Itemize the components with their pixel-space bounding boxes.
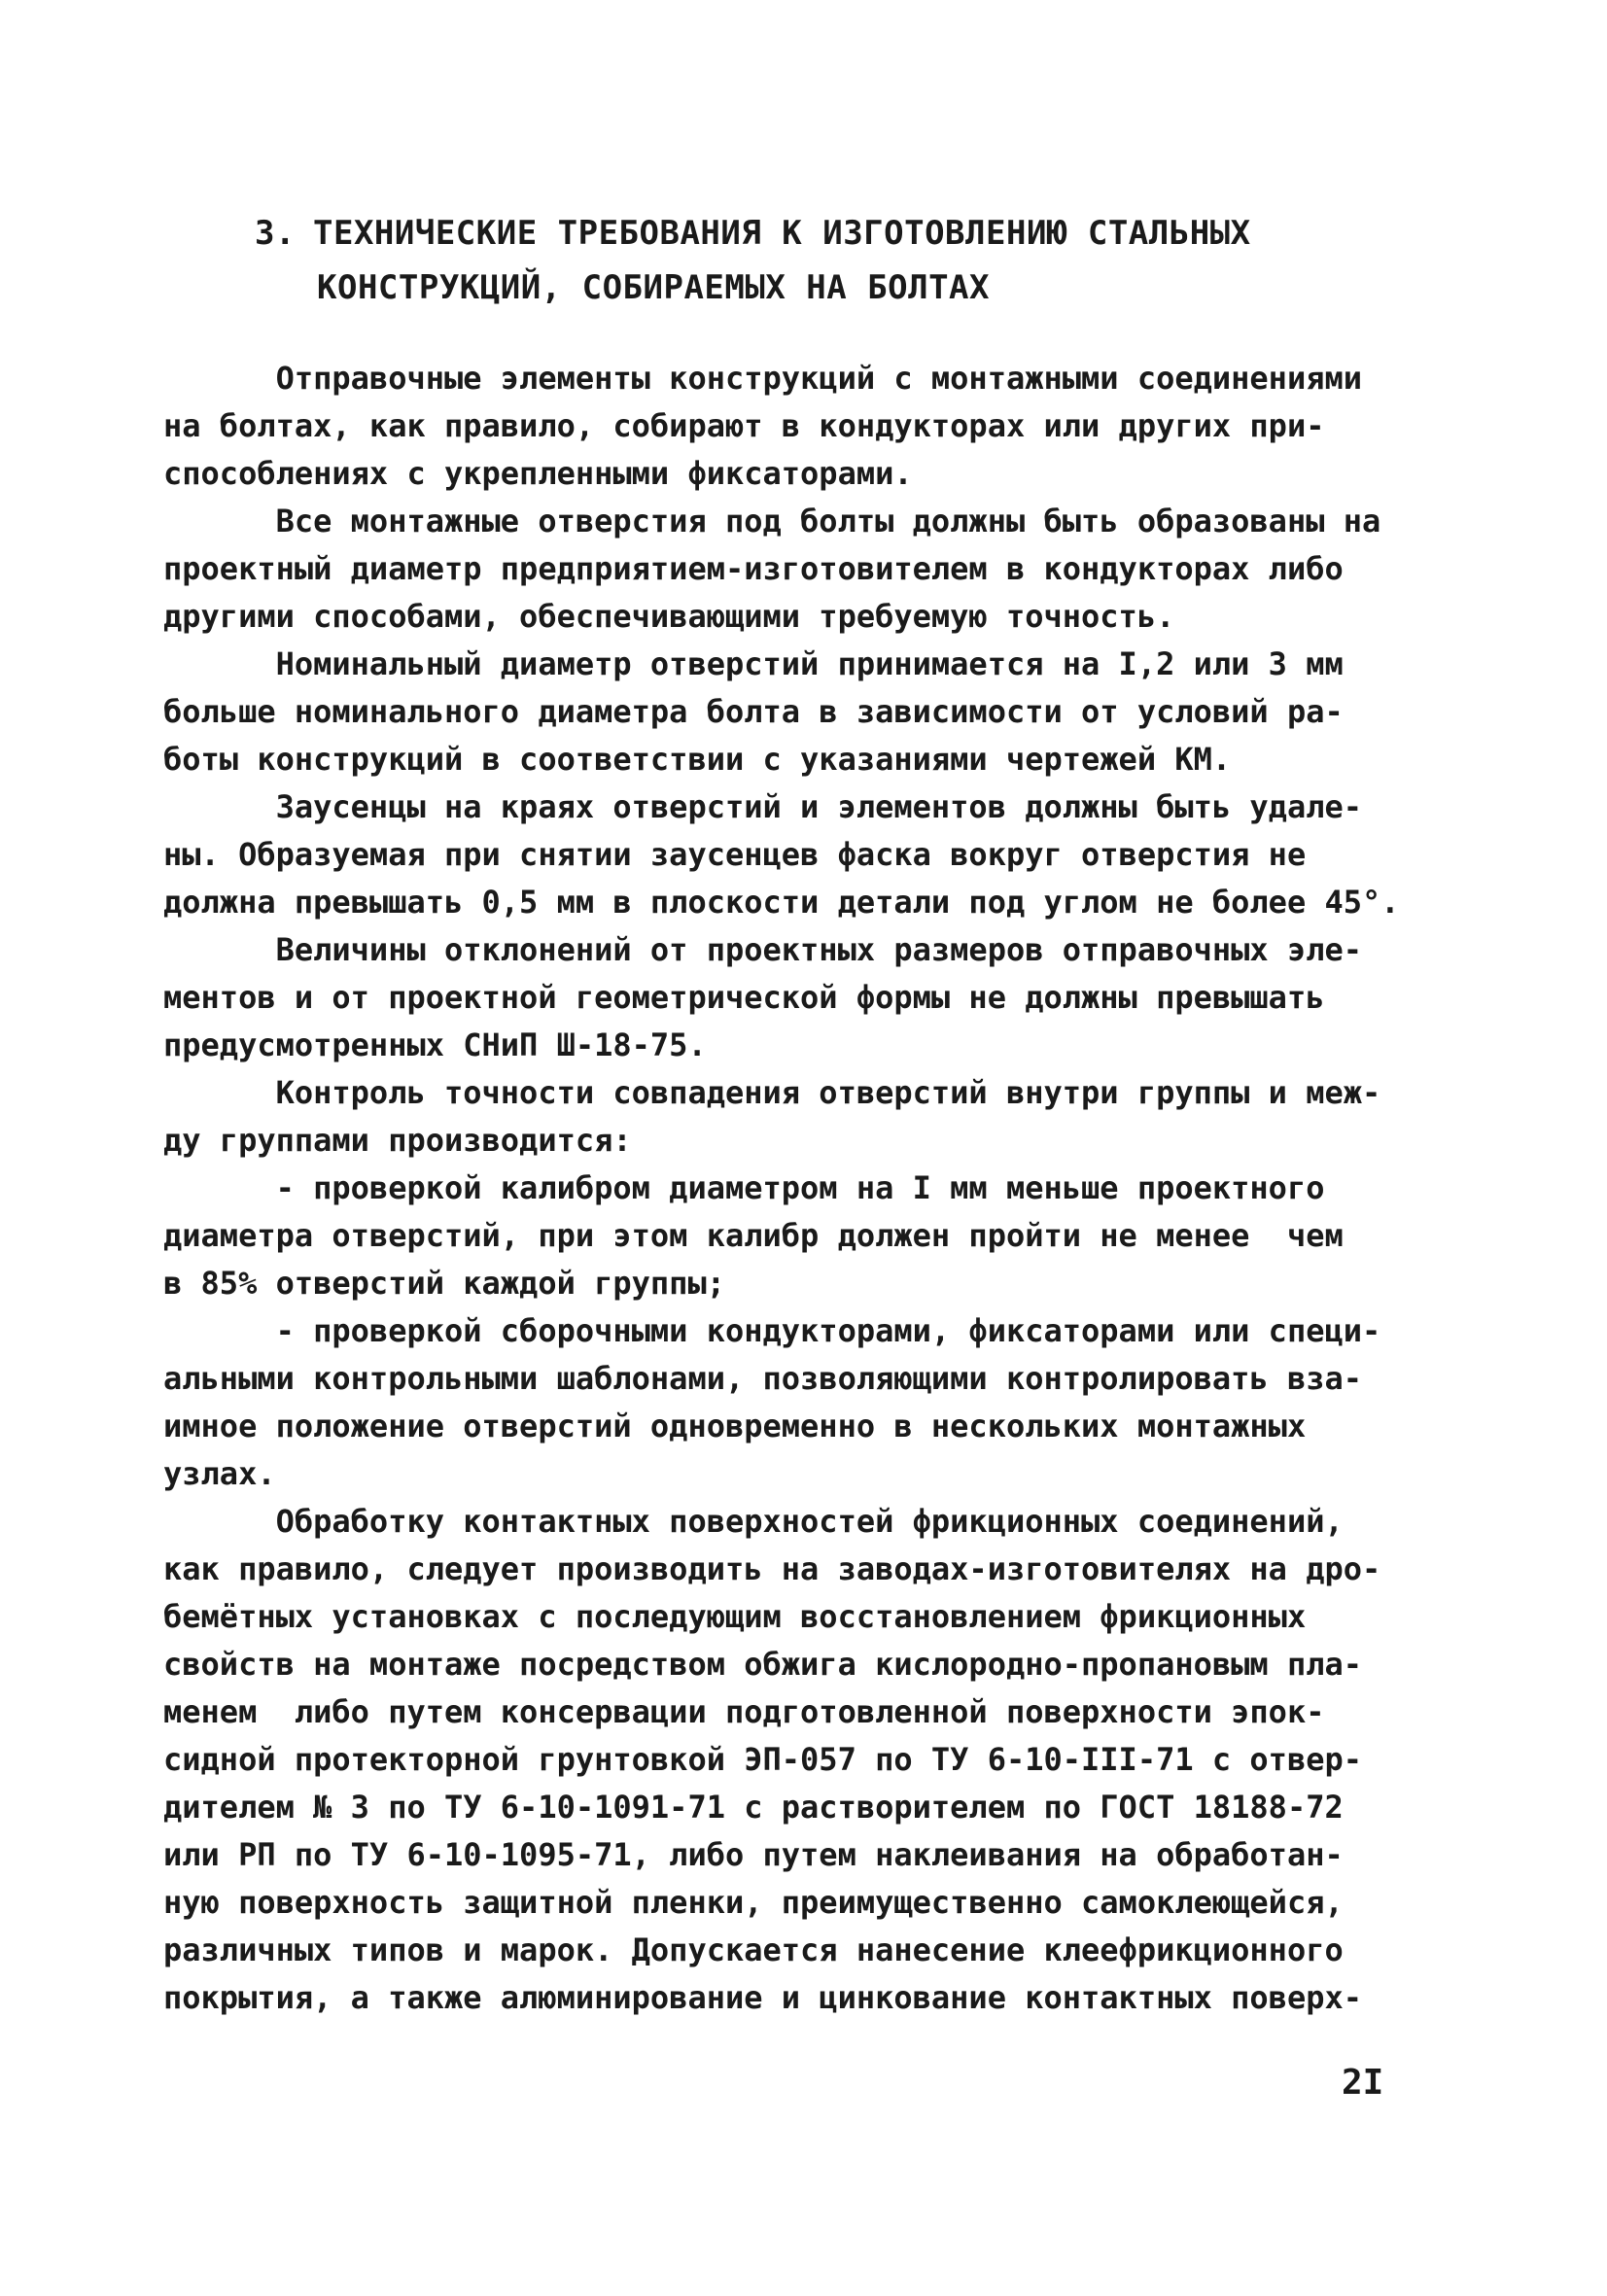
text-line: - проверкой калибром диаметром на I мм меньше проектного <box>163 1169 1325 1206</box>
text-line: свойств на монтаже посредством обжига кислородно-пропановым пла- <box>163 1646 1362 1683</box>
text-line: Отправочные элементы конструкций с монтажными соединениями <box>163 360 1362 397</box>
text-line: предусмотренных СНиП Ш-18-75. <box>163 1026 707 1063</box>
text-line: диаметра отверстий, при этом калибр должен пройти не менее чем <box>163 1217 1344 1254</box>
text-line: имное положение отверстий одновременно в нескольких монтажных <box>163 1408 1307 1444</box>
text-line: Величины отклонений от проектных размеров отправочных эле- <box>163 931 1362 968</box>
section-number: 3. <box>255 214 296 253</box>
text-line: ду группами производится: <box>163 1122 632 1159</box>
text-line: ментов и от проектной геометрической формы не должны превышать <box>163 979 1325 1016</box>
text-line: Номинальный диаметр отверстий принимается на I,2 или 3 мм <box>163 645 1344 682</box>
text-line: ны. Образуемая при снятии заусенцев фаска вокруг отверстия не <box>163 836 1307 873</box>
text-line: бемётных установках с последующим восстановлением фрикционных <box>163 1598 1307 1635</box>
page-number: 2I <box>1342 2063 1384 2103</box>
section-title-part-1: ТЕХНИЧЕСКИЕ ТРЕБОВАНИЯ К ИЗГОТОВЛЕНИЮ СТАЛЬНЫХ <box>313 214 1251 253</box>
text-line: боты конструкций в соответствии с указаниями чертежей КМ. <box>163 741 1232 778</box>
text-line: - проверкой сборочными кондукторами, фиксаторами или специ- <box>163 1312 1381 1349</box>
text-line: или РП по ТУ 6-10-1095-71, либо путем наклеивания на обработан- <box>163 1836 1344 1873</box>
text-line: на болтах, как правило, собирают в кондукторах или других при- <box>163 407 1325 444</box>
text-line: Все монтажные отверстия под болты должны быть образованы на <box>163 503 1381 539</box>
text-line: Заусенцы на краях отверстий и элементов должны быть удале- <box>163 788 1362 825</box>
text-line: покрытия, а также алюминирование и цинкование контактных поверх- <box>163 1979 1362 2016</box>
text-line: как правило, следует производить на заводах-изготовителях на дро- <box>163 1550 1381 1587</box>
text-line: больше номинального диаметра болта в зависимости от условий ра- <box>163 693 1344 730</box>
section-heading-line-1 <box>255 206 1251 261</box>
text-line: проектный диаметр предприятием-изготовителем в кондукторах либо <box>163 550 1344 587</box>
text-line: узлах. <box>163 1455 276 1492</box>
text-line: в 85% отверстий каждой группы; <box>163 1265 725 1302</box>
text-line: менем либо путем консервации подготовленной поверхности эпок- <box>163 1693 1325 1730</box>
text-line: альными контрольными шаблонами, позволяющими контролировать вза- <box>163 1360 1362 1397</box>
text-line: Контроль точности совпадения отверстий внутри группы и меж- <box>163 1074 1381 1111</box>
body-text <box>163 355 1447 2022</box>
text-line: другими способами, обеспечивающими требуемую точность. <box>163 598 1175 635</box>
section-heading <box>255 206 1251 315</box>
text-line: сидной протекторной грунтовкой ЭП-057 по ТУ 6-10-III-71 с отвер- <box>163 1741 1362 1778</box>
text-line: различных типов и марок. Допускается нанесение клеефрикционного <box>163 1931 1344 1968</box>
text-line: способлениях с укрепленными фиксаторами. <box>163 455 913 492</box>
text-line: должна превышать 0,5 мм в плоскости детали под углом не более 45°. <box>163 884 1400 921</box>
text-line: дителем № 3 по ТУ 6-10-1091-71 с растворителем по ГОСТ 18188-72 <box>163 1789 1344 1826</box>
text-line: Обработку контактных поверхностей фрикционных соединений, <box>163 1503 1344 1540</box>
text-line: ную поверхность защитной пленки, преимущественно самоклеющейся, <box>163 1884 1344 1921</box>
section-title-part-2: КОНСТРУКЦИЙ, СОБИРАЕМЫХ НА БОЛТАХ <box>317 268 991 307</box>
